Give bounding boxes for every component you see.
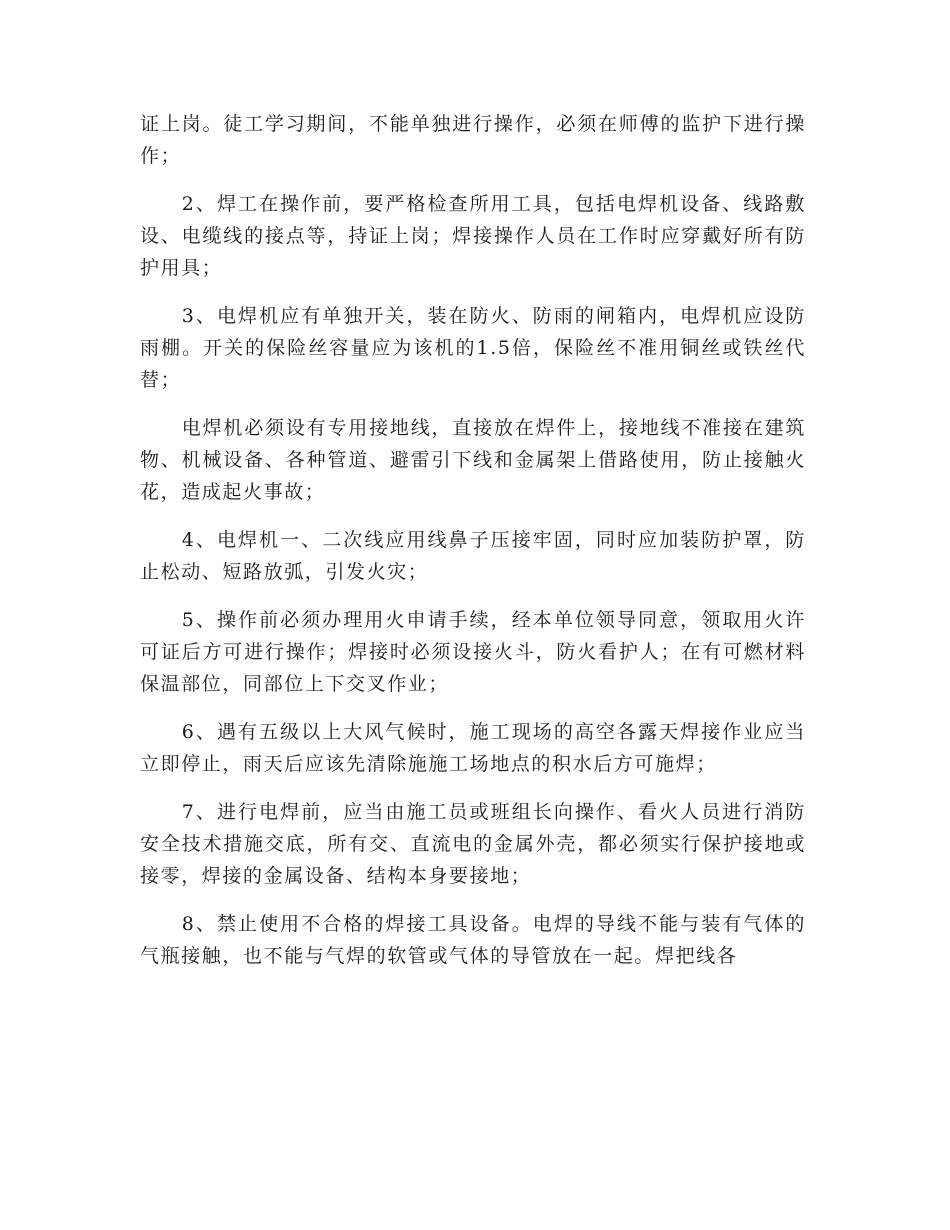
paragraph-continuation: 证上岗。徒工学习期间，不能单独进行操作，必须在师傅的监护下进行操作；: [140, 113, 806, 167]
paragraph-item-2: 2、焊工在操作前，要严格检查所用工具，包括电焊机设备、线路敷设、电缆线的接点等，持证上岗；焊接操作人员在工作时应穿戴好所有防护用具；: [140, 193, 806, 279]
paragraph-item-4: 4、电焊机一、二次线应用线鼻子压接牢固，同时应加装防护罩，防止松动、短路放弧，引发火灾；: [140, 529, 806, 583]
paragraph-item-6: 6、遇有五级以上大风气候时，施工现场的高空各露天焊接作业应当立即停止，雨天后应该先清除施施工场地点的积水后方可施焊；: [140, 721, 806, 775]
document-body: [140, 108, 806, 988]
paragraph-item-3: 3、电焊机应有单独开关，装在防火、防雨的闸箱内，电焊机应设防雨棚。开关的保险丝容量应为该机的1.5倍，保险丝不准用铜丝或铁丝代替；: [140, 305, 806, 391]
paragraph-item-5: 5、操作前必须办理用火申请手续，经本单位领导同意，领取用火许可证后方可进行操作；焊接时必须设接火斗，防火看护人；在有可燃材料保温部位，同部位上下交叉作业；: [140, 609, 806, 695]
paragraph-item-8: 8、禁止使用不合格的焊接工具设备。电焊的导线不能与装有气体的气瓶接触，也不能与气焊的软管或气体的导管放在一起。焊把线各: [140, 913, 806, 967]
paragraph-grounding: 电焊机必须设有专用接地线，直接放在焊件上，接地线不准接在建筑物、机械设备、各种管道、避雷引下线和金属架上借路使用，防止接触火花，造成起火事故；: [140, 417, 806, 503]
paragraph-item-7: 7、进行电焊前，应当由施工员或班组长向操作、看火人员进行消防安全技术措施交底，所有交、直流电的金属外壳，都必须实行保护接地或接零，焊接的金属设备、结构本身要接地；: [140, 801, 806, 887]
